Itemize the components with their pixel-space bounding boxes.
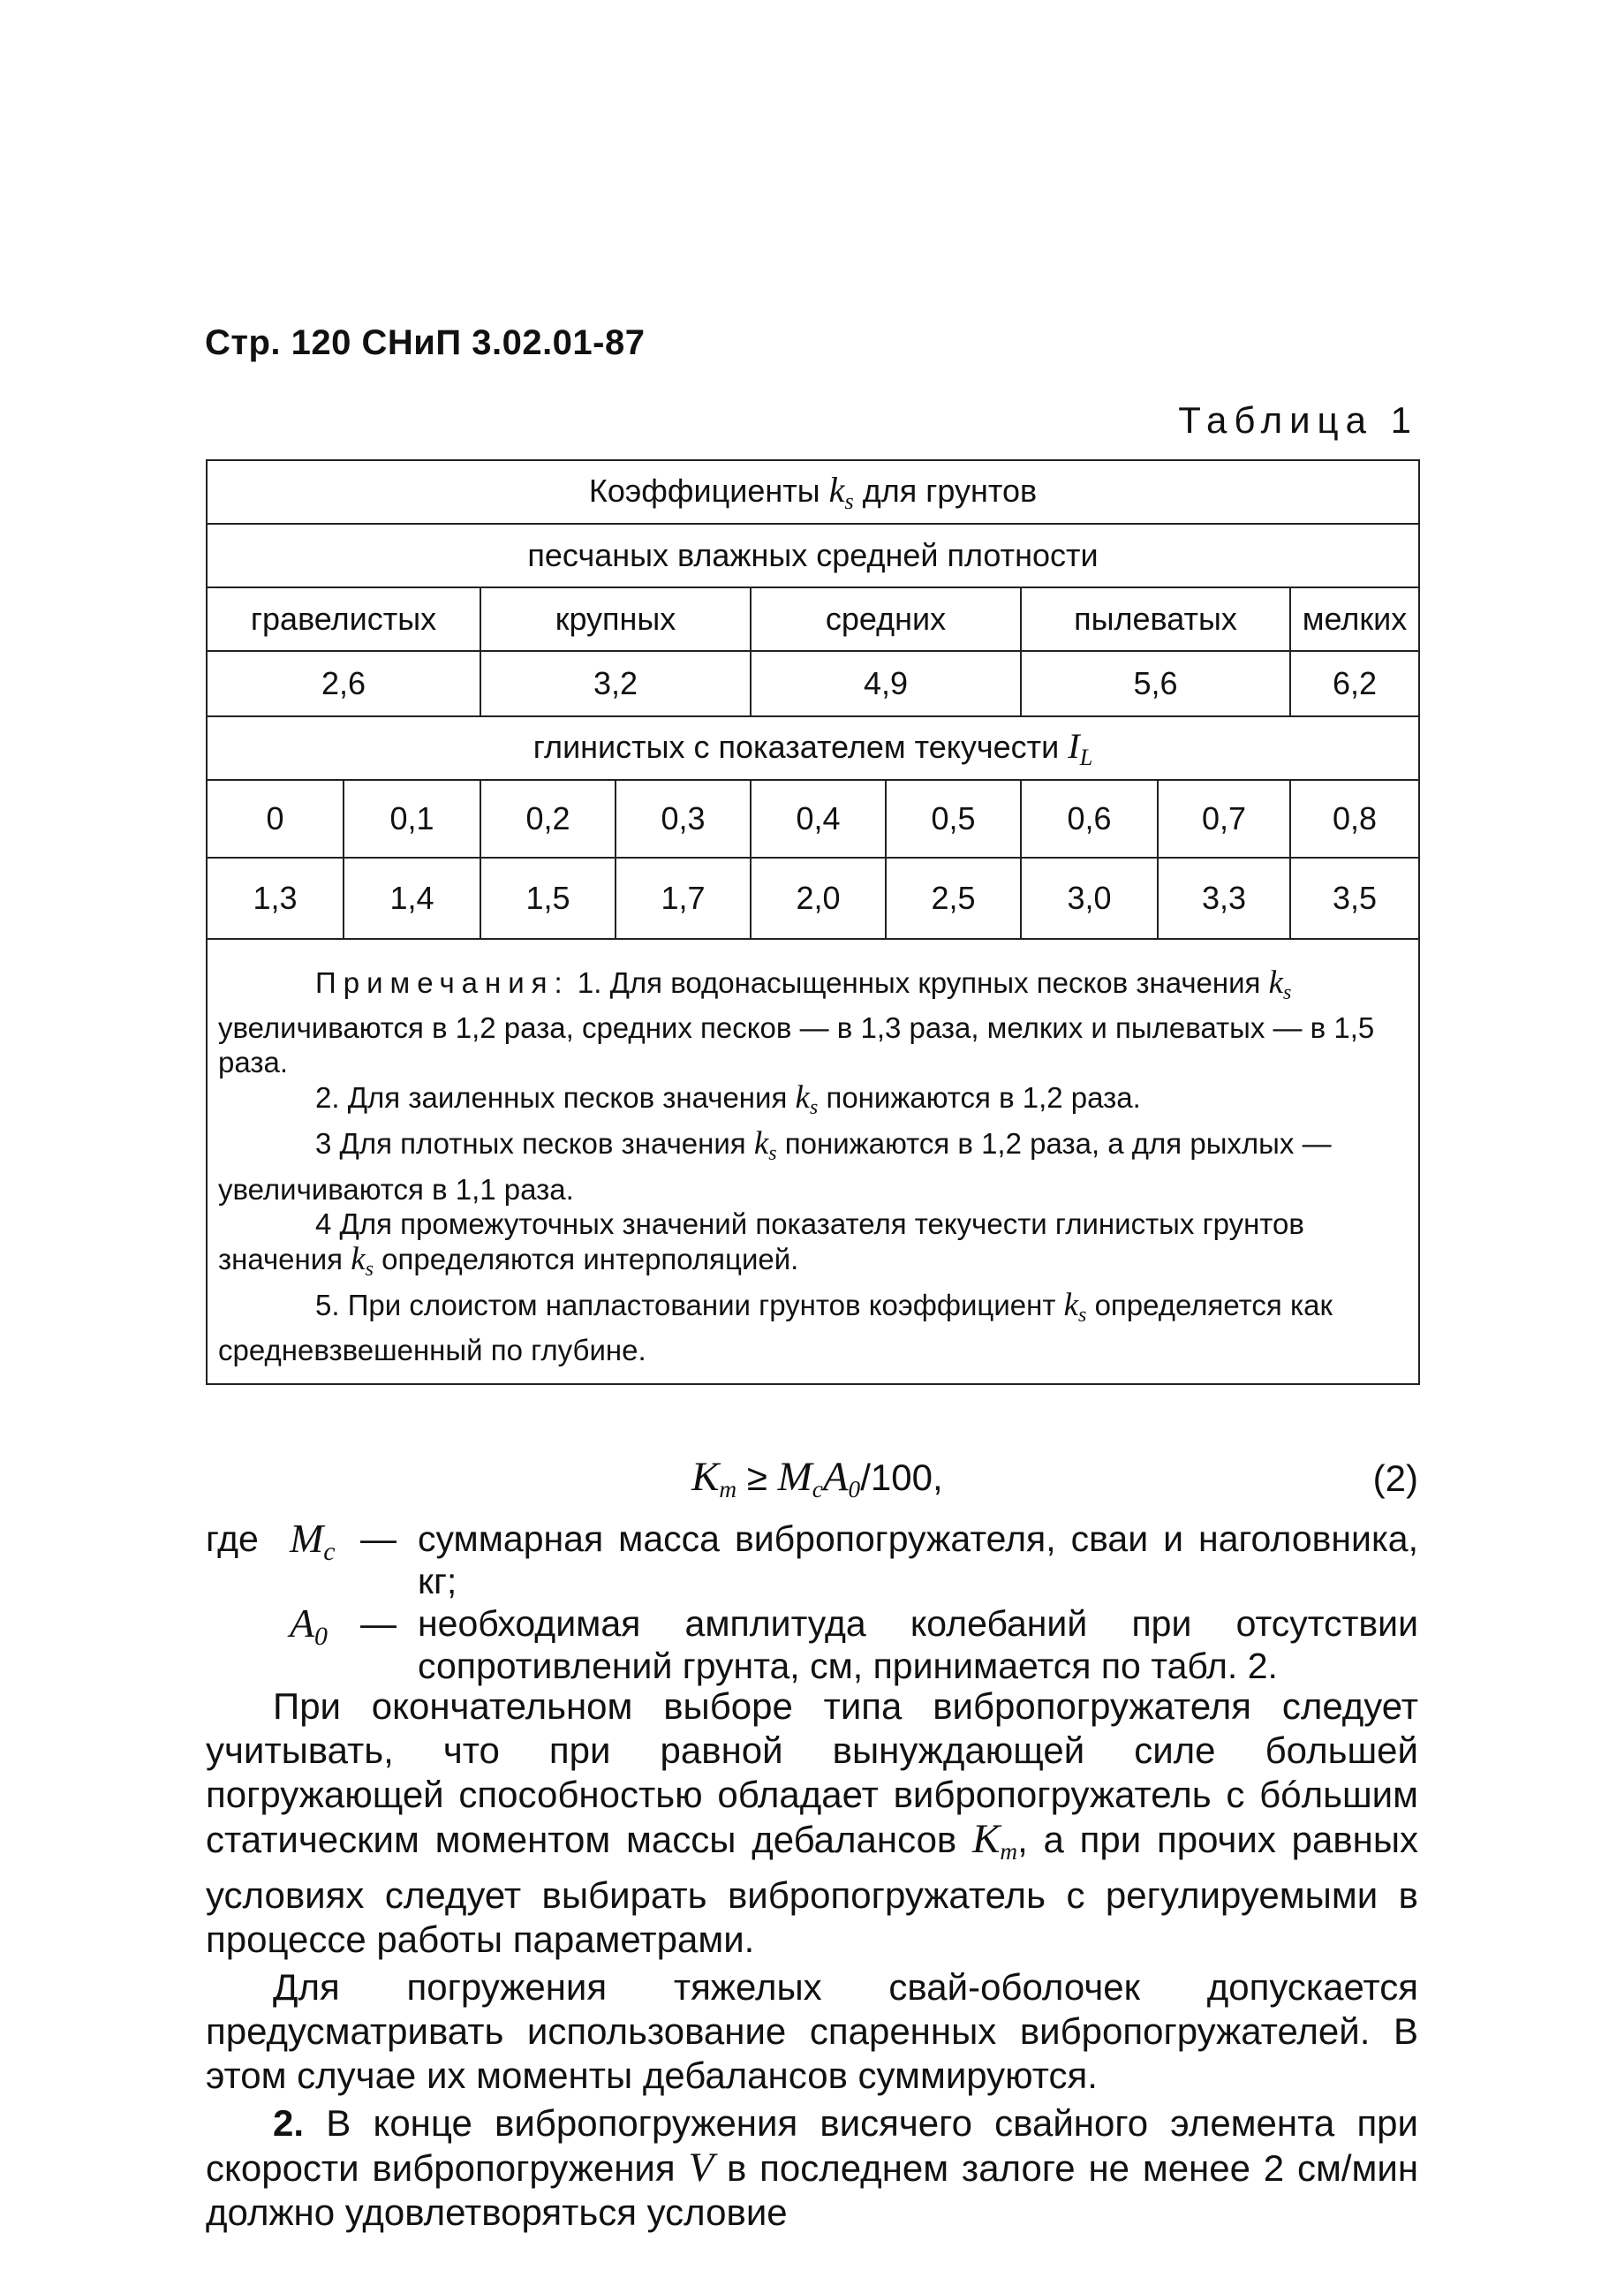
table-title-suffix: для грунтов [862, 473, 1038, 510]
sand-type-cell: средних [751, 587, 1021, 651]
ks-cell: 3,5 [1290, 858, 1419, 939]
paragraph: При окончательном выборе типа вибропогружателя следует учитывать, что при равной вынуждающей силе большей погружающей способностью обладает вибропогружатель с бóльшим статическим моментом массы дебалансов $K_m$, а при прочих равных условиях следует выбирать вибропогружатель с регулируемыми в процессе работы параметрами. [206, 1685, 1419, 1961]
table-title-prefix: Коэффициенты [588, 473, 820, 510]
note-4: 4 Для промежуточных значений показателя текучести глинистых грунтов значения $k_s$ определяются интерполяцией. [218, 1207, 1304, 1281]
formula-number: (2) [1372, 1457, 1418, 1499]
clay-header [207, 716, 1419, 780]
sand-type-cell: крупных [480, 587, 751, 651]
note-3: 3 Для плотных песков значения $k_s$ понижаются в 1,2 раза, а для рыхлых — увеличиваются в 1,1 раза. [218, 1124, 1332, 1206]
il-cell: 0,2 [480, 780, 616, 858]
sand-value-cell: 3,2 [480, 651, 751, 716]
ks-cell: 1,7 [616, 858, 751, 939]
formula-legend [206, 1517, 1418, 1687]
ks-cell: 3,0 [1021, 858, 1158, 939]
page-header: Стр. 120 СНиП 3.02.01-87 [205, 323, 646, 362]
sand-value-cell: 5,6 [1021, 651, 1290, 716]
paragraph: Для погружения тяжелых свай-оболочек допускается предусматривать использование спаренных вибропогружателей. В этом случае их моменты дебалансов суммируются. [206, 1966, 1418, 2097]
il-cell: 0,6 [1021, 780, 1158, 858]
coefficients-table-wrapper [206, 459, 1418, 1385]
il-cell: 0,7 [1158, 780, 1290, 858]
sandy-header: песчаных влажных средней плотности [207, 524, 1419, 587]
sand-value-row [207, 651, 1419, 716]
sand-type-cell: пылеватых [1021, 587, 1290, 651]
il-cell: 0,8 [1290, 780, 1419, 858]
body-text [206, 1684, 1418, 2238]
formula-2: $K_m \ge M_cA_0/100$, [691, 1454, 943, 1503]
note-1: Примечания: 1. Для водонасыщенных крупных песков значения $k_s$ увеличиваются в 1,2 раза, средних песков — в 1,3 раза, мелких и пылеватых — в 1,5 раза. [218, 964, 1375, 1079]
il-row [207, 780, 1419, 858]
sand-value-cell: 2,6 [207, 651, 480, 716]
sand-value-cell: 4,9 [751, 651, 1021, 716]
il-symbol: $I_L$ [1068, 726, 1093, 770]
il-cell: 0,1 [344, 780, 480, 858]
sand-type-cell: мелких [1290, 587, 1419, 651]
legend-symbol: $A_0$ [290, 1601, 328, 1651]
sand-value-cell: 6,2 [1290, 651, 1419, 716]
clay-header-text: глинистых с показателем текучести [533, 729, 1060, 766]
il-cell: 0,3 [616, 780, 751, 858]
legend-description: необходимая амплитуда колебаний при отсутствии сопротивлений грунта, см, принимается по табл. 2. [418, 1603, 1418, 1686]
ks-cell: 1,4 [344, 858, 480, 939]
ks-symbol: $k_s$ [828, 470, 854, 514]
ks-cell: 1,3 [207, 858, 344, 939]
il-cell: 0 [207, 780, 344, 858]
legend-item: $A_0$ — необходимая амплитуда колебаний при отсутствии сопротивлений грунта, см, принимается по табл. 2. [290, 1601, 1418, 1686]
table-notes [207, 939, 1419, 1384]
where-word: где [206, 1518, 259, 1559]
ks-cell: 2,0 [751, 858, 886, 939]
il-cell: 0,5 [886, 780, 1021, 858]
ks-cell: 2,5 [886, 858, 1021, 939]
paragraph: 2. В конце вибропогружения висячего свайного элемента при скорости вибропогружения V в последнем залоге не менее 2 см/мин должно удовлетворяться условие [206, 2102, 1419, 2234]
note-5: 5. При слоистом напластовании грунтов коэффициент $k_s$ определяется как средневзвешенный по глубине. [218, 1285, 1333, 1367]
coefficients-table [206, 459, 1420, 1385]
ks-cell: 1,5 [480, 858, 616, 939]
ks-row [207, 858, 1419, 939]
sand-type-row [207, 587, 1419, 651]
legend-symbol: $M_c$ [290, 1516, 336, 1566]
legend-item: где $M_c$ — суммарная масса вибропогружателя, сваи и наголовника, кг; [206, 1516, 1418, 1601]
note-2: 2. Для заиленных песков значения $k_s$ понижаются в 1,2 раза. [315, 1078, 1141, 1120]
table-title [207, 460, 1419, 524]
il-cell: 0,4 [751, 780, 886, 858]
ks-cell: 3,3 [1158, 858, 1290, 939]
table-caption: Таблица 1 [1178, 399, 1418, 441]
sand-type-cell: гравелистых [207, 587, 480, 651]
legend-description: суммарная масса вибропогружателя, сваи и наголовника, кг; [418, 1518, 1418, 1601]
